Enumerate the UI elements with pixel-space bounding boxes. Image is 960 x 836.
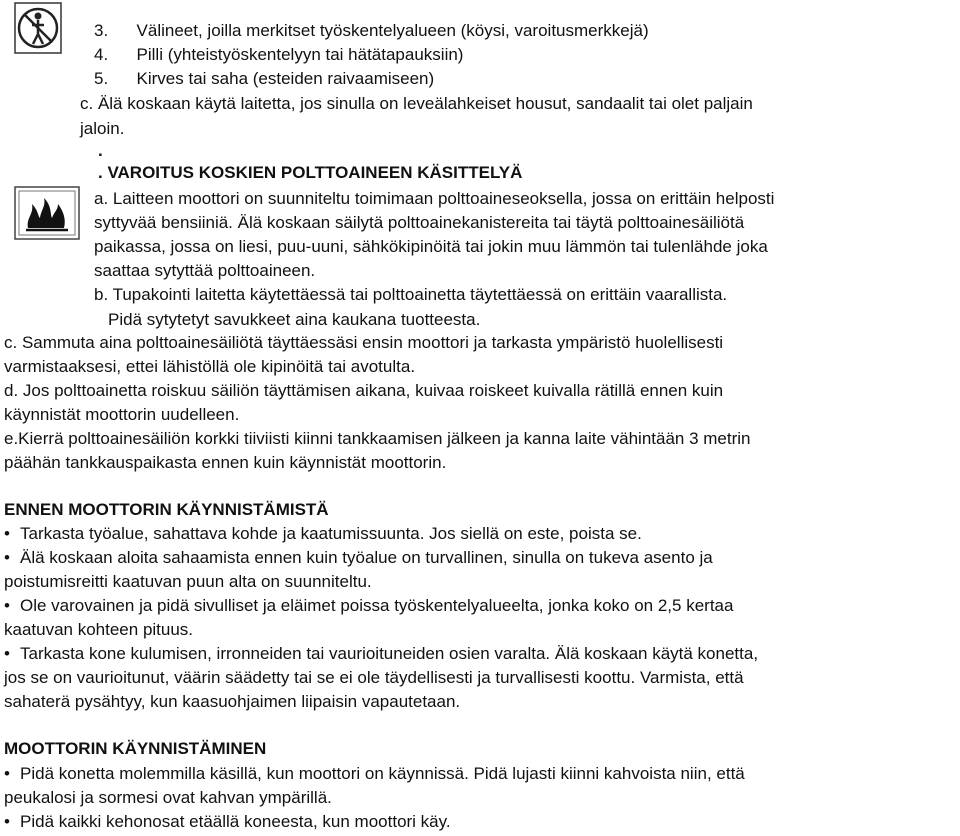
list-item-text: Kirves tai saha (esteiden raivaamiseen): [136, 69, 435, 88]
before-start-bullet-3: [4, 596, 733, 616]
list-number: 3.: [94, 21, 109, 40]
fuel-a-line3: paikassa, jossa on liesi, puu-uuni, sähkökipinöitä tai jokin muu lämmön tai tulenlähde joka: [94, 237, 768, 256]
starting-heading: MOOTTORIN KÄYNNISTÄMINEN: [4, 739, 267, 758]
fuel-e-line2: päähän tankkauspaikasta ennen kuin käynnistät moottorin.: [4, 453, 447, 472]
list-item-text: Pilli (yhteistyöskentelyyn tai hätätapauksiin): [136, 45, 464, 64]
before-start-bullet-4-cont1: jos se on vaurioitunut, väärin säädetty tai se ei ole täydellisesti ja turvallisesti koottu. Varmista, että: [4, 668, 744, 687]
bullet-text: Pidä konetta molemmilla käsillä, kun moottori on käynnissä. Pidä lujasti kiinni kahvoista niin, että: [20, 764, 745, 783]
list-item-3: [94, 21, 649, 41]
bullet: •: [4, 548, 10, 567]
before-start-bullet-4: [4, 644, 758, 664]
bullet-text: Ole varovainen ja pidä sivulliset ja eläimet poissa työskentelyalueelta, jonka koko on 2,5 kertaa: [20, 596, 734, 615]
list-item-4: [94, 45, 463, 65]
bullet: •: [4, 644, 10, 663]
bullet-text: Tarkasta työalue, sahattava kohde ja kaatumissuunta. Jos siellä on este, poista se.: [20, 524, 642, 543]
fuel-d-line2: käynnistät moottorin uudelleen.: [4, 405, 240, 424]
bullet-text: Pidä kaikki kehonosat etäällä koneesta, kun moottori käy.: [20, 812, 451, 831]
before-start-bullet-2-cont: poistumisreitti kaatuvan puun alta on suunniteltu.: [4, 572, 372, 591]
fuel-d-line1: d. Jos polttoainetta roiskuu säiliön täyttämisen aikana, kuivaa roiskeet kuivalla rätillä ennen kuin: [4, 381, 724, 400]
fuel-c-line2: varmistaaksesi, ettei lähistöllä ole kipinöitä tai avotulta.: [4, 357, 416, 376]
item-c-line1: c. Älä koskaan käytä laitetta, jos sinulla on leveälahkeiset housut, sandaalit tai olet paljain: [80, 94, 753, 113]
no-sandals-warning-icon: [14, 2, 62, 54]
fuel-dot: .: [98, 141, 103, 160]
fuel-a-line4: saattaa sytyttää polttoaineen.: [94, 261, 316, 280]
fuel-section-heading: . VAROITUS KOSKIEN POLTTOAINEEN KÄSITTELYÄ: [98, 163, 523, 182]
before-start-bullet-4-cont2: sahaterä pysähtyy, kun kaasuohjaimen liipaisin vapautetaan.: [4, 692, 461, 711]
bullet: •: [4, 596, 10, 615]
list-number: 4.: [94, 45, 109, 64]
fuel-c-line1: c. Sammuta aina polttoainesäiliötä täyttäessäsi ensin moottori ja tarkasta ympäristö huolellisesti: [4, 333, 724, 352]
bullet: •: [4, 812, 10, 831]
fuel-a-line2: syttyvää bensiiniä. Älä koskaan säilytä polttoainekanistereita tai täytä polttoainesäiliötä: [94, 213, 745, 232]
starting-bullet-2: [4, 812, 451, 832]
starting-bullet-1-cont: peukalosi ja sormesi ovat kahvan ympärillä.: [4, 788, 332, 807]
bullet-text: Älä koskaan aloita sahaamista ennen kuin työalue on turvallinen, sinulla on tukeva asento ja: [20, 548, 713, 567]
fire-hazard-icon: [14, 186, 80, 240]
list-number: 5.: [94, 69, 109, 88]
list-item-text: Välineet, joilla merkitset työskentelyalueen (köysi, varoitusmerkkejä): [136, 21, 649, 40]
fuel-b-line1: b. Tupakointi laitetta käytettäessä tai polttoainetta täytettäessä on erittäin vaarallista.: [94, 285, 728, 304]
before-start-bullet-1: [4, 524, 642, 544]
bullet: •: [4, 524, 10, 543]
before-start-bullet-3-cont: kaatuvan kohteen pituus.: [4, 620, 194, 639]
fuel-e-line1: e.Kierrä polttoainesäiliön korkki tiiviisti kiinni tankkaamisen jälkeen ja kanna laite vähintään 3 metrin: [4, 429, 751, 448]
before-start-heading: ENNEN MOOTTORIN KÄYNNISTÄMISTÄ: [4, 500, 329, 519]
before-start-bullet-2: [4, 548, 713, 568]
fuel-a-line1: a. Laitteen moottori on suunniteltu toimimaan polttoaineseoksella, jossa on erittäin helposti: [94, 189, 775, 208]
list-item-5: [94, 69, 434, 89]
bullet-text: Tarkasta kone kulumisen, irronneiden tai vaurioituneiden osien varalta. Älä koskaan käytä konetta,: [20, 644, 759, 663]
starting-bullet-1: [4, 764, 745, 784]
fuel-b-line2: Pidä sytytetyt savukkeet aina kaukana tuotteesta.: [108, 310, 481, 329]
item-c-line2: jaloin.: [80, 119, 125, 138]
bullet: •: [4, 764, 10, 783]
